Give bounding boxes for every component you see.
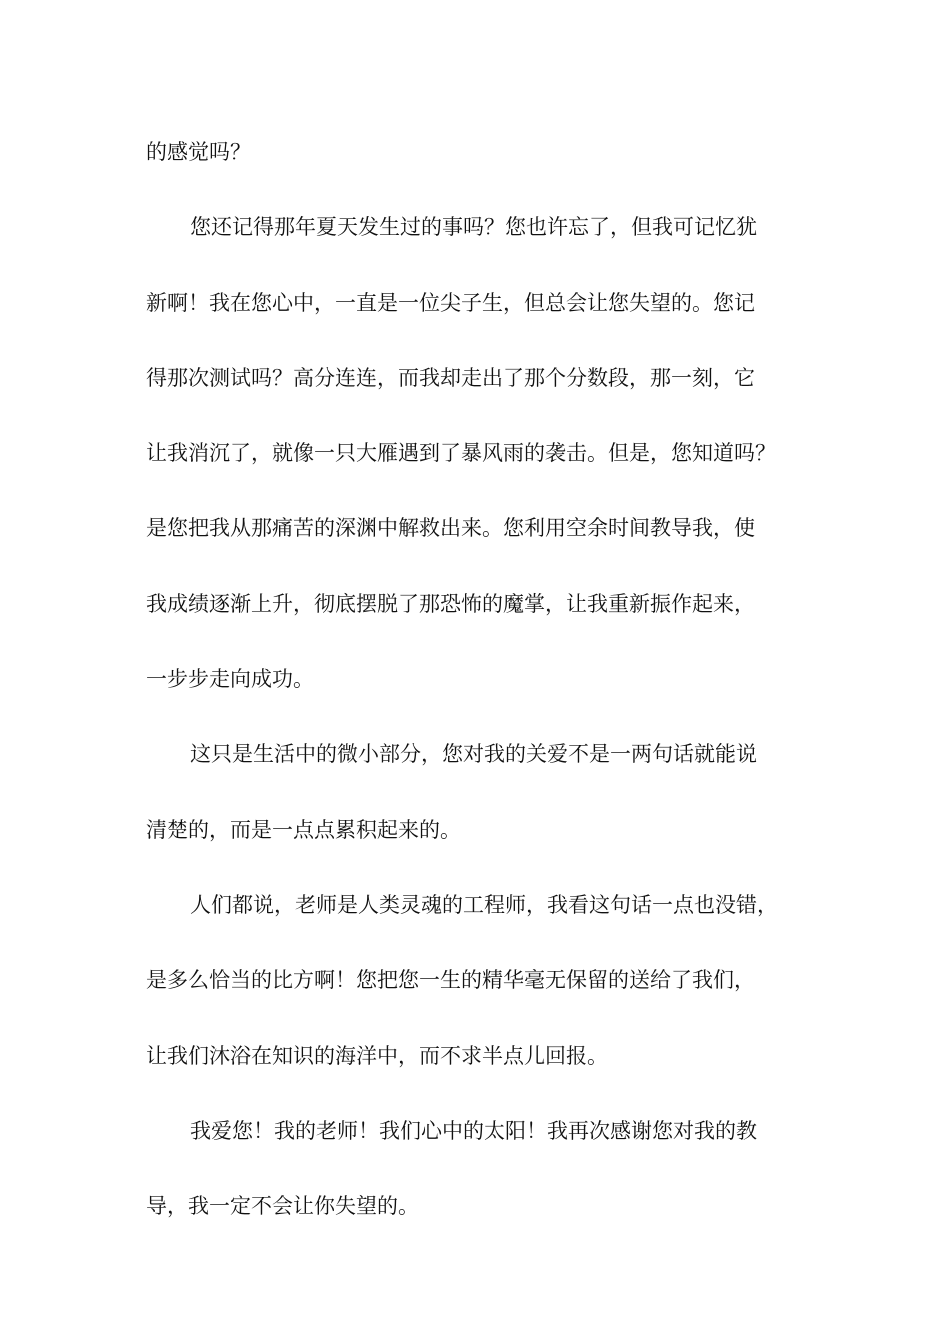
essay-body [146,129,826,1258]
text-line: 的感觉吗？ [146,140,251,164]
text-line: 我成绩逐渐上升，彻底摆脱了那恐怖的魔掌，让我重新振作起来， [146,591,755,616]
paragraph-start-line: 人们都说，老师是人类灵魂的工程师，我看这句话一点也没错， [190,892,778,917]
text-line: 是多么恰当的比方啊！您把您一生的精华毫无保留的送给了我们， [146,968,755,993]
text-line: 清楚的，而是一点点累积起来的。 [146,817,461,842]
text-line: 导，我一定不会让你失望的。 [146,1194,419,1219]
text-line: 是您把我从那痛苦的深渊中解救出来。您利用空余时间教导我，使 [146,516,755,541]
text-line: 新啊！我在您心中，一直是一位尖子生，但总会让您失望的。您记 [146,290,755,315]
paragraph-start-line: 您还记得那年夏天发生过的事吗？您也许忘了，但我可记忆犹 [190,215,757,240]
text-line: 一步步走向成功。 [146,667,314,692]
paragraph-start-line: 这只是生活中的微小部分，您对我的关爱不是一两句话就能说 [190,742,757,767]
paragraph-start-line: 我爱您！我的老师！我们心中的太阳！我再次感谢您对我的教 [190,1118,757,1143]
text-line: 让我们沐浴在知识的海洋中，而不求半点儿回报。 [146,1043,608,1068]
text-line: 得那次测试吗？高分连连，而我却走出了那个分数段，那一刻，它 [146,365,755,390]
text-line: 让我消沉了，就像一只大雁遇到了暴风雨的袭击。但是，您知道吗？ [146,441,776,466]
